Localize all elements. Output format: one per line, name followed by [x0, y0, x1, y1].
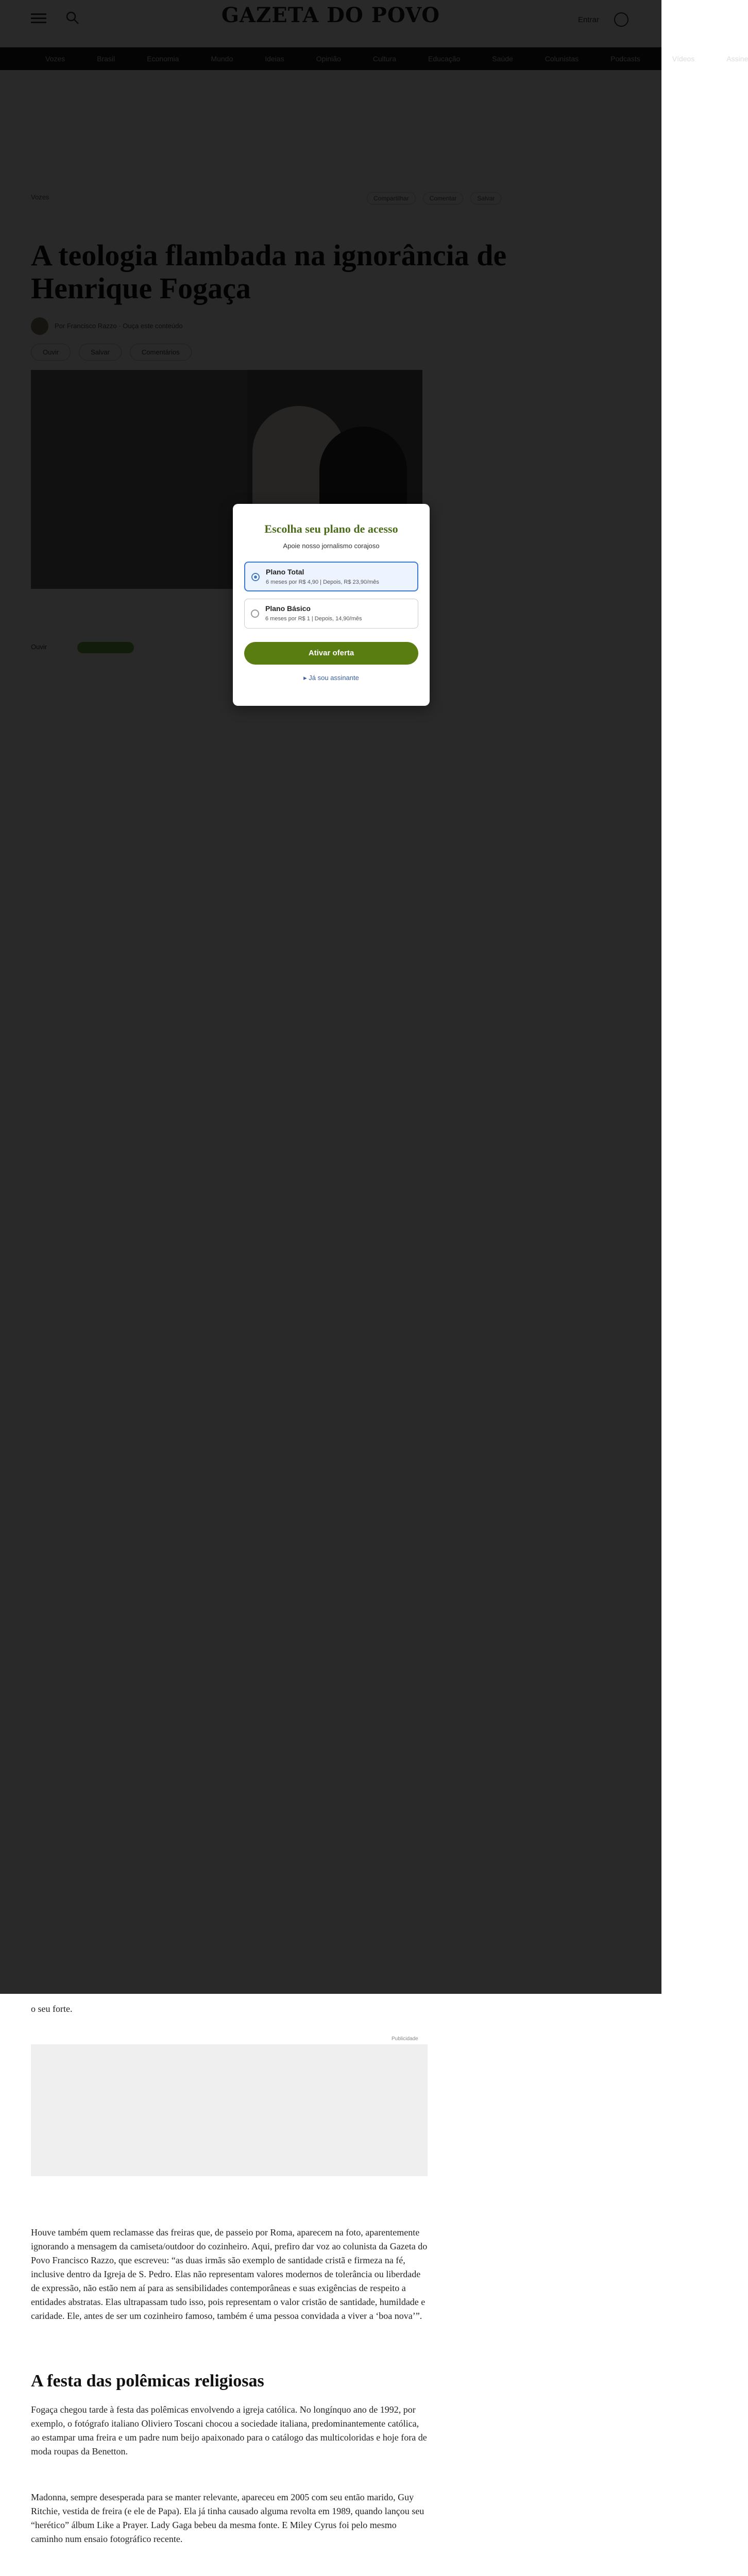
nav-item[interactable]: Vídeos — [672, 55, 695, 63]
plan-option-total[interactable] — [244, 562, 418, 591]
subscriber-label: Já sou assinante — [309, 674, 359, 682]
paywall-title: Escolha seu plano de acesso — [264, 522, 398, 535]
article-paragraph: o seu forte. — [31, 2004, 73, 2014]
section-heading: A festa das polêmicas religiosas — [31, 2371, 264, 2391]
nav-item[interactable]: Assine — [726, 55, 748, 63]
article-paragraph: Madonna, sempre desesperada para se manter relevante, apareceu em 2005 com seu então marido, Guy Ritchie, vestida de freira (e ele de Papa). Ela já tinha causado alguma revolta em 1989, quando lançou seu “herético” álbum Like a Prayer. Lady Gaga bebeu da mesma fonte. E Miley Cyrus foi pelo mesmo caminho num ensaio fotográfico recente. — [31, 2492, 424, 2544]
paywall-modal — [233, 504, 430, 706]
article-paragraph: Fogaça chegou tarde à festa das polêmicas envolvendo a igreja católica. No longínquo ano de 1992, por exemplo, o fotógrafo italiano Oliviero Toscani chocou a sociedade italiana, predominantemente católica, ao estampar uma freira e um padre num beijo apaixonado para o catálogo das multicoloridas e hoje fora de moda roupas da Benetton. — [31, 2404, 427, 2456]
plan-name: Plano Básico — [265, 604, 311, 613]
plan-radio[interactable] — [251, 573, 260, 581]
subscriber-icon: ▸ — [303, 674, 309, 682]
plan-price: 6 meses por R$ 1 | Depois, 14,90/mês — [265, 616, 362, 622]
already-subscriber-link[interactable] — [233, 674, 430, 682]
ad-slot[interactable] — [31, 2044, 428, 2176]
article-paragraph: Houve também quem reclamasse das freiras que, de passeio por Roma, aparecem na foto, aparentemente ignorando a mensagem da camiseta/outdoor do cozinheiro. Aqui, prefiro dar voz ao colunista da Gazeta do Povo Francisco Razzo, que escreveu: “as duas irmãs são exemplo de santidade cristã e firmeza na fé, inclusive dentro da Igreja de S. Pedro. Elas não representam valores modernos de tolerância ou liberdade de expressão, não estão nem aí para as sensibilidades contemporâneas e suas exigências de respeito a entidades abstratas. Elas ultrapassam tudo isso, pois representam o valor cristão de santidade, humildade e caridade. Ele, antes de ser um cozinheiro famoso, também é uma pessoa convidada a viver a ‘boa nova’”. — [31, 2227, 428, 2321]
ad-label: Publicidade — [392, 2036, 418, 2042]
plan-option-basico[interactable] — [244, 599, 418, 629]
plan-radio[interactable] — [251, 609, 259, 618]
activate-offer-button[interactable]: Ativar oferta — [244, 642, 418, 665]
plan-price: 6 meses por R$ 4,90 | Depois, R$ 23,90/mês — [266, 579, 379, 585]
paywall-subtitle: Apoie nosso jornalismo corajoso — [283, 542, 380, 550]
plan-name: Plano Total — [266, 568, 304, 576]
